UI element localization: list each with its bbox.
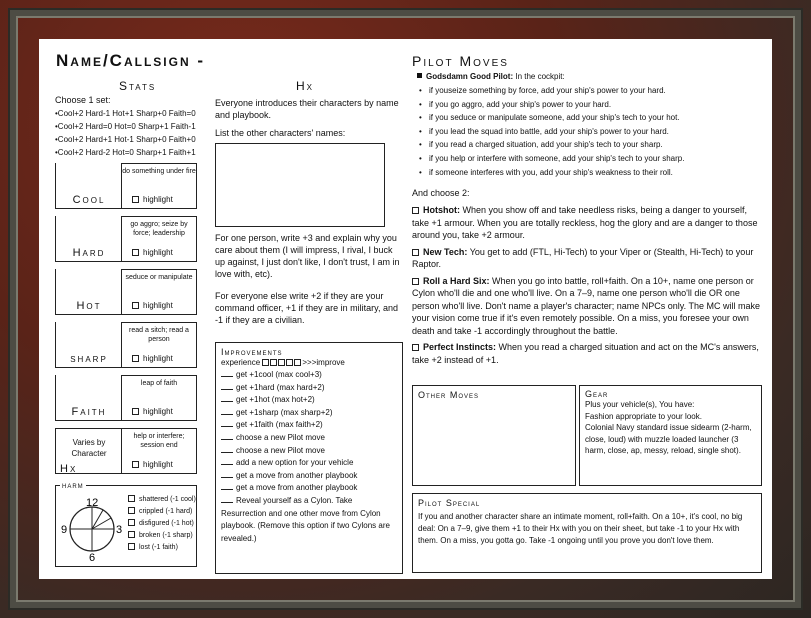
new-tech-checkbox[interactable] [412, 249, 419, 256]
hard-six-checkbox[interactable] [412, 278, 419, 285]
stat-faith-box[interactable] [55, 375, 121, 421]
improvement-item[interactable] [221, 495, 397, 545]
gear-line: Fashion appropriate to your look. [585, 411, 702, 421]
stat-hard-desc-box [121, 216, 197, 262]
improvement-text: get a move from another playbook [236, 483, 358, 493]
stats-heading: Stats [119, 79, 157, 93]
hot-highlight-label: highlight [143, 301, 173, 310]
other-moves-box[interactable] [412, 385, 576, 486]
improvements-box [215, 342, 403, 574]
cockpit-item: • if you help or interfere with someone, add your ship's tech to your sharp. [417, 152, 762, 166]
hard-six-name: Roll a Hard Six: [423, 275, 490, 286]
faith-highlight-checkbox[interactable] [132, 408, 139, 415]
new-tech-text: You get to add (FTL, Hi-Tech) to your Viper or (Stealth, Hi-Tech) to your Raptor. [412, 246, 754, 269]
improvement-item[interactable] [221, 419, 397, 432]
improvement-item[interactable] [221, 457, 397, 470]
hard-six-text: When you go into battle, roll+faith. On a 10+, name one person or Cylon who'll die and one who'll live. On a 7–9, name one person who'll die OR one person who'll live. Don't name a player's character; name NPCs only. The MC will make your vision come true if it's even remotely possible. On a miss, you foresee your own death and take -1 accordingly throughout the battle. [412, 275, 760, 336]
stat-sharp-desc: read a sitch; read a person [129, 327, 189, 343]
perfect-instincts-text: When you read a charged situation and act on the MC's answers, take +2 instead of +1. [412, 342, 759, 365]
hx-highlight-checkbox[interactable] [132, 461, 139, 468]
cockpit-item: • if youseize something by force, add your ship's power to your hard. [417, 84, 762, 98]
new-tech-name: New Tech: [423, 246, 468, 257]
stat-set-3[interactable]: •Cool+2 Hard+1 Hot-1 Sharp+0 Faith+0 [55, 135, 196, 144]
hotshot-checkbox[interactable] [412, 207, 419, 214]
pilot-special-title: Pilot Special [418, 498, 481, 508]
hard-highlight-label: highlight [143, 248, 173, 257]
hx-highlight-label: highlight [143, 460, 173, 469]
harm-checkbox[interactable] [128, 543, 135, 550]
xp-checkbox[interactable] [286, 359, 293, 366]
harm-checkbox[interactable] [128, 519, 135, 526]
stat-sharp-label: sharp [70, 353, 108, 365]
improvement-text: choose a new Pilot move [236, 432, 325, 442]
hotshot-text: When you show off and take needless risks, being a danger to yourself, take +1 armour. When you are totally reckless, hog the glory and are a danger to those around you, take +2 armour. [412, 205, 758, 240]
perfect-instincts-checkbox[interactable] [412, 344, 419, 351]
stat-hx-desc: help or interfere; session end [133, 433, 185, 449]
harm-condition-1: shattered (-1 cool) [139, 496, 196, 503]
harm-condition-2: crippled (-1 hard) [139, 508, 193, 515]
move-perfect-instincts[interactable] [412, 341, 764, 366]
hx-names-field[interactable] [215, 143, 385, 227]
stat-faith-desc-box [121, 375, 197, 421]
stat-hard-box[interactable] [55, 216, 121, 262]
cool-highlight-checkbox[interactable] [132, 196, 139, 203]
cockpit-item: • if you go aggro, add your ship's power to your hard. [417, 98, 762, 112]
cockpit-item: • if you seduce or manipulate someone, add your ship's tech to your hot. [417, 111, 762, 125]
stat-hot-box[interactable] [55, 269, 121, 315]
improvement-item[interactable] [221, 369, 397, 382]
harm-checkbox[interactable] [128, 531, 135, 538]
improvement-item[interactable] [221, 382, 397, 395]
move-hotshot[interactable] [412, 204, 764, 242]
stat-hx-desc-box [121, 428, 197, 474]
stat-cool-desc: do something under fire [122, 168, 196, 175]
stats-choose: Choose 1 set: [55, 95, 111, 105]
experience-row [221, 357, 397, 369]
harm-box [55, 480, 197, 567]
xp-checkbox[interactable] [278, 359, 285, 366]
stat-set-2[interactable]: •Cool+2 Hard=0 Hot=0 Sharp+1 Faith-1 [55, 122, 196, 131]
gear-title: Gear [585, 389, 609, 399]
gear-line: Colonial Navy standard issue sidearm (2-harm, close, loud) with muzzle loaded launcher (3 harm, close, ap, messy, reload, single shot). [585, 423, 752, 455]
improvement-text: get +1sharp (max sharp+2) [236, 407, 333, 417]
improvement-item[interactable] [221, 445, 397, 458]
stat-set-4[interactable]: •Cool+2 Hard-2 Hot=0 Sharp+1 Faith+1 [55, 148, 196, 157]
cockpit-item: • if you lead the squad into battle, add your ship's power to your hard. [417, 125, 762, 139]
other-moves-title: Other Moves [418, 390, 480, 400]
improvements-title: Improvements [221, 347, 283, 357]
stat-hot-desc-box [121, 269, 197, 315]
clock-6: 6 [89, 552, 96, 564]
godsdamn-good-pilot [417, 71, 762, 179]
harm-condition-3: disfigured (-1 hot) [139, 520, 194, 527]
stat-cool-box[interactable] [55, 163, 121, 209]
godsdamn-name: Godsdamn Good Pilot: [426, 72, 514, 81]
improvement-text: get +1faith (max faith+2) [236, 420, 323, 430]
harm-clock[interactable] [62, 496, 124, 562]
hotshot-name: Hotshot: [423, 205, 460, 215]
improvement-item[interactable] [221, 407, 397, 420]
gear-line: Plus your vehicle(s), You have: [585, 400, 695, 409]
clock-12: 12 [86, 497, 99, 509]
improvement-text: get +1hot (max hot+2) [236, 395, 315, 405]
improvement-item[interactable] [221, 432, 397, 445]
pilot-move-options [412, 204, 764, 366]
page-title: Name/Callsign - [56, 51, 205, 70]
xp-checkbox[interactable] [294, 359, 301, 366]
harm-conditions [128, 494, 196, 554]
stat-cool-label: Cool [72, 194, 106, 206]
choose-two: And choose 2: [412, 188, 470, 198]
hx-intro: Everyone introduces their characters by name and playbook. [215, 98, 399, 120]
xp-checkbox[interactable] [270, 359, 277, 366]
faith-highlight-label: highlight [143, 407, 173, 416]
hard-highlight-checkbox[interactable] [132, 249, 139, 256]
character-sheet [39, 39, 772, 579]
hx-one-person: For one person, write +3 and explain why you care about them (I will impress, I rival, I buck up against, I just don't like, I don't trust, I am in love with, etc). [215, 233, 400, 279]
pilot-special-text: If you and another character share an intimate moment, roll+faith. On a 10+, it's cool, no big deal: On a 7–9, give them +1 to their Hx with you on their sheet, but take -1 to your Hx with them. On a miss, you gotta go. Take -1 ongoing until you prove you don't love them. [418, 512, 743, 545]
stat-sharp-desc-box [121, 322, 197, 368]
stat-hx-box[interactable] [55, 428, 121, 474]
gear-box [579, 385, 762, 486]
stat-hx-varies: Varies by Character [71, 438, 107, 458]
cool-highlight-label: highlight [143, 195, 173, 204]
godsdamn-lead: In the cockpit: [515, 72, 565, 81]
xp-checkbox[interactable] [262, 359, 269, 366]
hx-heading: Hx [296, 79, 315, 93]
improvement-text: add a new option for your vehicle [236, 458, 354, 468]
stat-cool-desc-box [121, 163, 197, 209]
experience-label: experience [221, 358, 261, 367]
harm-condition-5: lost (-1 faith) [139, 544, 178, 551]
improve-label: >>>improve [302, 358, 345, 367]
pilot-special-box [412, 493, 762, 573]
harm-condition-4: broken (-1 sharp) [139, 532, 193, 539]
improvement-text: Reveal yourself as a Cylon. Take Resurrection and one other move from Cylon playbook. (Remove this option if two Cylons are revealed.) [221, 495, 390, 543]
cockpit-item: • if you read a charged situation, add your ship's tech to your sharp. [417, 138, 762, 152]
stat-hx-label: Hx [60, 463, 78, 475]
move-new-tech[interactable] [412, 246, 764, 271]
improvement-text: get a move from another playbook [236, 470, 358, 480]
improvement-text: get +1cool (max cool+3) [236, 370, 322, 379]
harm-checkbox[interactable] [128, 507, 135, 514]
harm-title: harm [62, 480, 84, 490]
stat-hot-label: Hot [76, 300, 102, 312]
stat-hard-label: Hard [72, 247, 106, 259]
clock-3: 3 [116, 524, 123, 536]
sharp-highlight-label: highlight [143, 354, 173, 363]
sharp-highlight-checkbox[interactable] [132, 355, 139, 362]
stat-sharp-box[interactable] [55, 322, 121, 368]
harm-checkbox[interactable] [128, 495, 135, 502]
stat-set-1[interactable]: •Cool+2 Hard-1 Hot+1 Sharp+0 Faith=0 [55, 109, 196, 118]
stat-hot-desc: seduce or manipulate [125, 274, 193, 281]
perfect-instincts-name: Perfect Instincts: [423, 342, 497, 352]
improvement-text: get +1hard (max hard+2) [236, 382, 325, 392]
cockpit-item: • if someone interferes with you, add your ship's weakness to their roll. [417, 166, 762, 180]
stat-hard-desc: go aggro; seize by force; leadership [130, 221, 188, 237]
improvement-item[interactable] [221, 394, 397, 407]
clock-9: 9 [61, 524, 68, 536]
improvement-item[interactable] [221, 482, 397, 495]
improvement-text: choose a new Pilot move [236, 445, 325, 455]
move-hard-six[interactable] [412, 275, 764, 338]
hot-highlight-checkbox[interactable] [132, 302, 139, 309]
bullet-icon [417, 73, 422, 78]
stat-faith-label: Faith [71, 406, 107, 418]
improvement-item[interactable] [221, 470, 397, 483]
stat-faith-desc: leap of faith [140, 380, 178, 387]
hx-everyone: For everyone else write +2 if they are your command officer, +1 if they are in military, and -1 if they are a civilian. [215, 291, 399, 325]
pilot-moves-heading: Pilot Moves [412, 53, 509, 69]
hx-list-instruction: List the other characters' names: [215, 128, 346, 138]
